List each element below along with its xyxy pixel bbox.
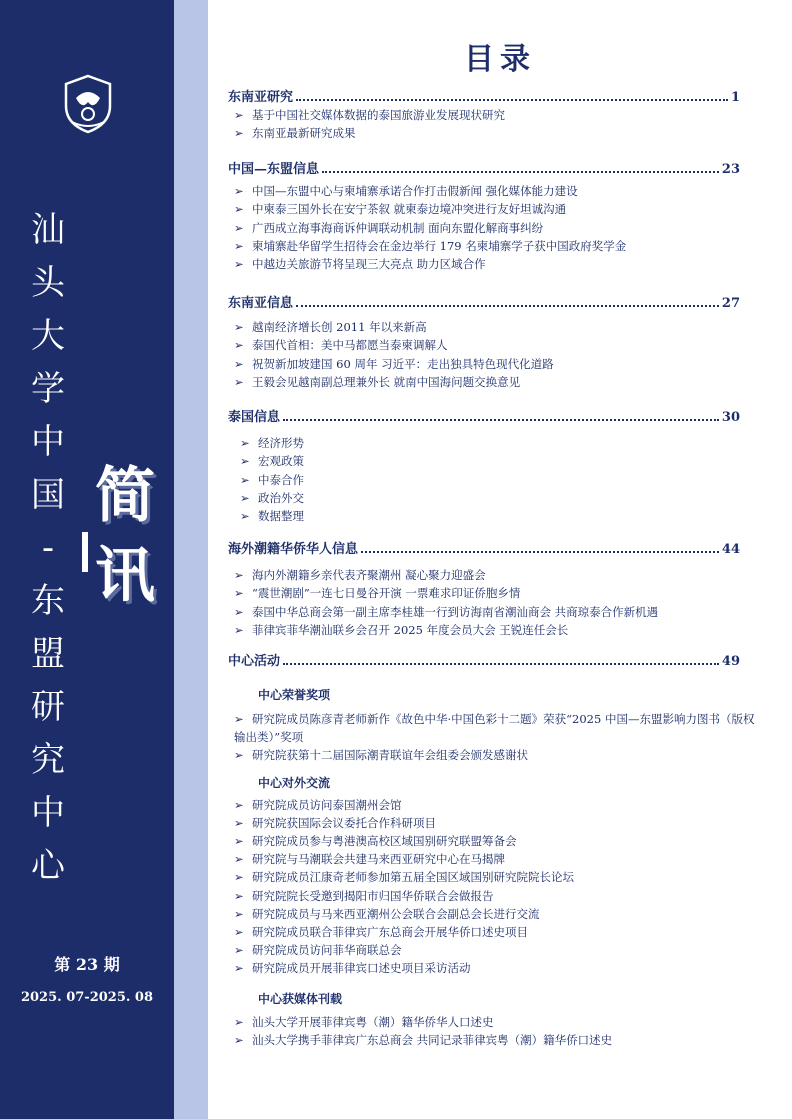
toc-item-label: 中柬泰三国外长在安宁茶叙 就柬泰边境冲突进行友好坦诚沟通 — [252, 202, 567, 217]
toc-item[interactable] — [234, 959, 471, 977]
section-page-number: 1 — [730, 90, 740, 105]
toc-item-label: 泰国中华总商会第一副主席李桂雄一行到访海南省潮汕商会 共商琼泰合作新机遇 — [252, 604, 659, 619]
toc-item[interactable] — [234, 566, 486, 584]
toc-item[interactable] — [234, 941, 402, 959]
title-char: - — [41, 528, 55, 568]
jianxun-char: 讯 — [95, 541, 155, 611]
arrow-bullet-icon: ➢ — [234, 202, 244, 217]
arrow-bullet-icon: ➢ — [234, 816, 244, 831]
activity-subheading: 中心获媒体刊载 — [258, 992, 343, 1006]
title-char: 大 — [31, 316, 65, 356]
toc-item-label: 汕头大学开展菲律宾粤（潮）籍华侨华人口述史 — [252, 1015, 494, 1029]
toc-item-label: 越南经济增长创 2011 年以来新高 — [252, 320, 427, 334]
arrow-bullet-icon: ➢ — [234, 108, 244, 122]
toc-item-label: 王毅会见越南副总理兼外长 就南中国海问题交换意见 — [252, 374, 521, 389]
arrow-bullet-icon: ➢ — [234, 257, 244, 272]
section-name: 中国—东盟信息 — [228, 162, 320, 177]
title-char: 究 — [31, 740, 65, 780]
toc-item-label: 数据整理 — [258, 509, 304, 524]
arrow-bullet-icon: ➢ — [234, 604, 244, 619]
toc-item-label: 泰国代首相：美中马都愿当泰柬调解人 — [252, 338, 448, 353]
arrow-bullet-icon: ➢ — [234, 888, 244, 903]
arrow-bullet-icon: ➢ — [234, 852, 244, 867]
arrow-bullet-icon: ➢ — [240, 490, 250, 505]
toc-item[interactable] — [234, 584, 520, 602]
section-name: 东南亚信息 — [228, 296, 294, 311]
title-char: 盟 — [31, 634, 65, 674]
arrow-bullet-icon: ➢ — [234, 126, 244, 141]
section-name: 东南亚研究 — [228, 90, 294, 105]
toc-item-label: “震世潮剧”一连七日曼谷开演 一票难求印证侨胞乡情 — [252, 586, 521, 601]
section-page-number: 49 — [721, 654, 740, 669]
toc-item-label: 研究院与马潮联会共建马来西亚研究中心在马揭牌 — [252, 852, 505, 867]
section-page-number: 27 — [721, 296, 740, 311]
toc-item-label: 研究院成员联合菲律宾广东总商会开展华侨口述史项目 — [252, 924, 528, 939]
arrow-bullet-icon: ➢ — [234, 586, 244, 601]
arrow-bullet-icon: ➢ — [234, 1015, 244, 1029]
toc-item[interactable] — [240, 471, 304, 489]
toc-title: 目录 — [464, 42, 536, 77]
arrow-bullet-icon: ➢ — [234, 798, 244, 812]
dot-leader — [296, 90, 728, 101]
toc-item-label: 研究院成员与马来西亚潮州公会联合会副总会长进行交流 — [252, 906, 540, 921]
dot-leader — [283, 410, 719, 421]
arrow-bullet-icon: ➢ — [234, 184, 244, 198]
toc-section-heading[interactable] — [228, 292, 740, 310]
dot-leader — [283, 654, 719, 665]
toc-item-label: 中泰合作 — [258, 472, 304, 487]
toc-item[interactable] — [234, 355, 554, 373]
section-page-number: 44 — [721, 542, 740, 557]
arrow-bullet-icon: ➢ — [234, 870, 244, 885]
toc-section-heading[interactable] — [228, 406, 740, 424]
toc-item-label: 研究院成员参与粤港澳高校区域国别研究联盟筹备会 — [252, 834, 517, 849]
toc-item[interactable] — [234, 106, 505, 124]
title-char: 研 — [31, 687, 65, 727]
toc-item[interactable] — [234, 905, 540, 923]
toc-item[interactable] — [234, 1031, 612, 1049]
toc-item[interactable] — [234, 200, 566, 218]
toc-section-heading[interactable] — [228, 538, 740, 556]
title-char: 学 — [31, 369, 65, 409]
toc-item-label: 海内外潮籍乡亲代表齐聚潮州 凝心聚力迎盛会 — [252, 568, 486, 582]
arrow-bullet-icon: ➢ — [234, 960, 244, 975]
toc-item[interactable] — [234, 868, 574, 886]
toc-item[interactable] — [234, 832, 517, 850]
toc-item[interactable] — [240, 507, 304, 525]
toc-item[interactable] — [234, 255, 486, 273]
title-char: 头 — [31, 263, 65, 303]
arrow-bullet-icon: ➢ — [234, 1033, 244, 1048]
title-char: 心 — [31, 846, 65, 886]
toc-item[interactable] — [234, 237, 626, 255]
jianxun-bar — [82, 532, 88, 572]
vertical-title — [30, 204, 66, 893]
section-name: 海外潮籍华侨华人信息 — [228, 542, 359, 557]
section-name: 泰国信息 — [228, 410, 281, 425]
arrow-bullet-icon: ➢ — [234, 374, 244, 389]
toc-item[interactable] — [234, 124, 356, 142]
toc-item-label: 祝贺新加坡建国 60 周年 习近平：走出独具特色现代化道路 — [252, 356, 554, 371]
title-char: 中 — [31, 793, 65, 833]
toc-item-label: 经济形势 — [258, 436, 304, 450]
arrow-bullet-icon: ➢ — [234, 568, 244, 582]
jianxun-char: 简 — [95, 461, 155, 531]
activity-subheading: 中心对外交流 — [258, 776, 331, 790]
toc-item[interactable] — [234, 850, 505, 868]
arrow-bullet-icon: ➢ — [240, 472, 250, 487]
arrow-bullet-icon: ➢ — [234, 622, 244, 637]
arrow-bullet-icon: ➢ — [234, 238, 244, 253]
dot-leader — [322, 162, 719, 173]
university-emblem-icon — [58, 72, 118, 136]
toc-section-heading[interactable] — [228, 158, 740, 176]
toc-item[interactable] — [234, 710, 764, 746]
toc-item-label: 中越边关旅游节将呈现三大亮点 助力区域合作 — [252, 257, 486, 272]
toc-item-label: 研究院成员陈彦青老师新作《故色中华·中国色彩十二题》荣获“2025 中国—东盟影响力图书（版权输出类）”奖项 — [234, 712, 755, 744]
toc-item-label: 菲律宾菲华潮汕联乡会召开 2025 年度会员大会 王锐连任会长 — [252, 622, 569, 637]
arrow-bullet-icon: ➢ — [240, 509, 250, 524]
toc-item[interactable] — [234, 1013, 494, 1031]
title-char: 汕 — [31, 210, 65, 250]
jianxun-heading — [90, 456, 160, 616]
section-name: 中心活动 — [228, 654, 281, 669]
toc-item-label: 研究院成员访问菲华商联总会 — [252, 942, 402, 957]
arrow-bullet-icon: ➢ — [234, 220, 244, 235]
toc-item-label: 宏观政策 — [258, 454, 304, 469]
toc-item-label: 基于中国社交媒体数据的泰国旅游业发展现状研究 — [252, 108, 505, 122]
arrow-bullet-icon: ➢ — [240, 436, 250, 450]
arrow-bullet-icon: ➢ — [234, 834, 244, 849]
toc-item[interactable] — [240, 489, 304, 507]
title-char: 中 — [31, 422, 65, 462]
toc-item[interactable] — [234, 621, 568, 639]
dot-leader — [361, 542, 719, 553]
section-page-number: 30 — [721, 410, 740, 425]
toc-item[interactable] — [234, 318, 427, 336]
toc-item[interactable] — [240, 452, 304, 470]
title-char: 东 — [31, 581, 65, 621]
toc-item-label: 汕头大学携手菲律宾广东总商会 共同记录菲律宾粤（潮）籍华侨口述史 — [252, 1033, 613, 1048]
toc-item-label: 研究院获国际会议委托合作科研项目 — [252, 816, 436, 831]
toc-item[interactable] — [234, 923, 528, 941]
toc-item[interactable] — [234, 182, 578, 200]
toc-item[interactable] — [234, 796, 402, 814]
toc-item-label: 政治外交 — [258, 490, 304, 505]
toc-item[interactable] — [234, 373, 520, 391]
toc-item[interactable] — [234, 219, 543, 237]
title-char: 国 — [31, 475, 65, 515]
issue-date-range: 2025. 07-2025. 08 — [20, 990, 154, 1005]
toc-item-label: 研究院成员开展菲律宾口述史项目采访活动 — [252, 960, 471, 975]
arrow-bullet-icon: ➢ — [234, 906, 244, 921]
toc-item-label: 广西成立海事海商诉仲调联动机制 面向东盟化解商事纠纷 — [252, 220, 544, 235]
activity-subheading: 中心荣誉奖项 — [258, 688, 331, 702]
arrow-bullet-icon: ➢ — [234, 712, 244, 726]
toc-item-label: 研究院成员访问泰国潮州会馆 — [252, 798, 402, 812]
arrow-bullet-icon: ➢ — [234, 924, 244, 939]
toc-item-label: 柬埔寨赴华留学生招待会在金边举行 179 名柬埔寨学子获中国政府奖学金 — [252, 238, 627, 253]
toc-item[interactable] — [234, 887, 494, 905]
section-page-number: 23 — [721, 162, 740, 177]
toc-item[interactable] — [234, 814, 436, 832]
toc-item-label: 研究院获第十二届国际潮青联谊年会组委会颁发感谢状 — [252, 748, 528, 762]
arrow-bullet-icon: ➢ — [234, 320, 244, 334]
toc-item-label: 研究院院长受邀到揭阳市归国华侨联合会做报告 — [252, 888, 494, 903]
issue-number: 第 23 期 — [54, 955, 120, 974]
arrow-bullet-icon: ➢ — [234, 942, 244, 957]
toc-item[interactable] — [234, 336, 448, 354]
toc-item-label: 研究院成员江康奇老师参加第五届全国区域国别研究院院长论坛 — [252, 870, 574, 885]
sidebar-stripe — [174, 0, 208, 1119]
toc-item[interactable] — [234, 746, 528, 764]
arrow-bullet-icon: ➢ — [240, 454, 250, 469]
toc-item-label: 东南亚最新研究成果 — [252, 126, 356, 141]
toc-section-heading[interactable] — [228, 650, 740, 668]
toc-item[interactable] — [240, 434, 304, 452]
arrow-bullet-icon: ➢ — [234, 748, 244, 762]
toc-section-heading[interactable] — [228, 86, 740, 104]
arrow-bullet-icon: ➢ — [234, 356, 244, 371]
toc-item-label: 中国—东盟中心与柬埔寨承诺合作打击假新闻 强化媒体能力建设 — [252, 184, 578, 198]
arrow-bullet-icon: ➢ — [234, 338, 244, 353]
dot-leader — [296, 296, 719, 307]
toc-item[interactable] — [234, 603, 658, 621]
